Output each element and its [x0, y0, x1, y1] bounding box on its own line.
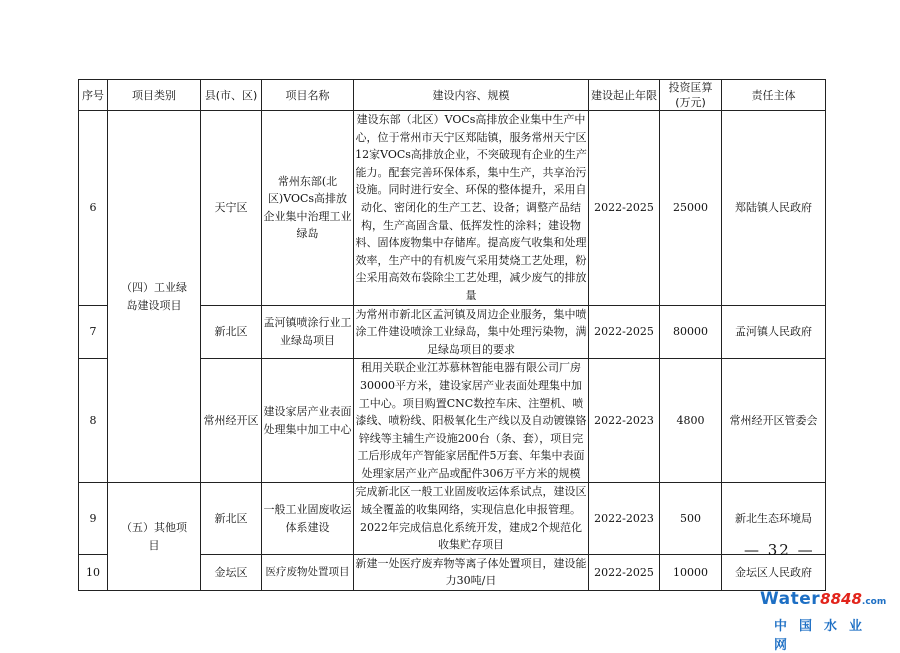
- header-project-name: 项目名称: [262, 80, 354, 111]
- header-no: 序号: [79, 80, 108, 111]
- cell-county: 新北区: [201, 483, 262, 554]
- logo-chinese-name: 中国水业网: [774, 619, 875, 653]
- cell-content: 完成新北区一般工业固废收运体系试点，建设区域全覆盖的收集网络，实现信息化申报管理。2022年完成信息化系统开发，建成2个规范化收集贮存项目: [354, 483, 589, 554]
- page-number: — 32 —: [744, 541, 815, 559]
- cell-content: 建设东部（北区）VOCs高排放企业集中生产中心，位于常州市天宁区郑陆镇，服务常州天宁区12家VOCs高排放企业，不突破现有企业的生产能力。配套完善环保体系，集中生产，共享治污设施。同时进行安全、环保的整体提升，采用自动化、密闭化的生产工艺、设备；调整产品结构，生产高固含量、低挥发性的涂料；建设物料、固体废物集中存储库。提高废气收集和处理效率，生产中的有机废气采用焚烧工艺处理，粉尘采用高效布袋除尘工艺处理，减少废气的排放量: [354, 111, 589, 306]
- cell-years: 2022-2023: [589, 359, 660, 483]
- cell-responsible: 郑陆镇人民政府: [722, 111, 826, 306]
- header-years: 建设起止年限: [589, 80, 660, 111]
- header-content: 建设内容、规模: [354, 80, 589, 111]
- cell-years: 2022-2025: [589, 554, 660, 590]
- cell-no: 8: [79, 359, 108, 483]
- cell-investment: 10000: [660, 554, 722, 590]
- cell-category: （四）工业绿岛建设项目: [108, 111, 201, 483]
- header-county: 县(市、区): [201, 80, 262, 111]
- header-category: 项目类别: [108, 80, 201, 111]
- project-table: [78, 79, 826, 591]
- cell-content: 新建一处医疗废弃物等离子体处置项目，建设能力30吨/日: [354, 554, 589, 590]
- table-header-row: [79, 80, 826, 111]
- cell-responsible: 新北生态环境局: [722, 483, 826, 554]
- cell-no: 7: [79, 305, 108, 359]
- logo-word: Water: [760, 589, 821, 609]
- cell-years: 2022-2023: [589, 483, 660, 554]
- header-investment: 投资匡算 (万元): [660, 80, 722, 111]
- cell-content: 为常州市新北区孟河镇及周边企业服务，集中喷涂工件建设喷涂工业绿岛，集中处理污染物，满足绿岛项目的要求: [354, 305, 589, 359]
- cell-county: 新北区: [201, 305, 262, 359]
- header-responsible: 责任主体: [722, 80, 826, 111]
- cell-project-name: 一般工业固废收运体系建设: [262, 483, 354, 554]
- cell-responsible: 金坛区人民政府: [722, 554, 826, 590]
- cell-investment: 500: [660, 483, 722, 554]
- table-row: [79, 483, 826, 554]
- cell-investment: 80000: [660, 305, 722, 359]
- cell-project-name: 常州东部(北区)VOCs高排放企业集中治理工业绿岛: [262, 111, 354, 306]
- logo-number: 8848: [820, 590, 862, 608]
- cell-no: 6: [79, 111, 108, 306]
- cell-investment: 4800: [660, 359, 722, 483]
- cell-investment: 25000: [660, 111, 722, 306]
- cell-category: （五）其他项目: [108, 483, 201, 591]
- cell-project-name: 孟河镇喷涂行业工业绿岛项目: [262, 305, 354, 359]
- cell-years: 2022-2025: [589, 111, 660, 306]
- cell-project-name: 医疗废物处置项目: [262, 554, 354, 590]
- cell-county: 天宁区: [201, 111, 262, 306]
- cell-responsible: 常州经开区管委会: [722, 359, 826, 483]
- cell-responsible: 孟河镇人民政府: [722, 305, 826, 359]
- cell-no: 9: [79, 483, 108, 554]
- cell-content: 租用关联企业江苏慕林智能电器有限公司厂房30000平方米，建设家居产业表面处理集中加工中心。项目购置CNC数控车床、注塑机、喷漆线、喷粉线、阳极氧化生产线以及自动镀镍铬锌线等主辅生产设施200台（条、套），项目完工后形成年产智能家居配件5万套、年集中表面处理家居产业产品或配件306万平方米的规模: [354, 359, 589, 483]
- table-row: [79, 111, 826, 306]
- logo-wordmark: [760, 590, 895, 611]
- cell-county: 常州经开区: [201, 359, 262, 483]
- logo-suffix: .com: [861, 597, 887, 607]
- cell-county: 金坛区: [201, 554, 262, 590]
- cell-project-name: 建设家居产业表面处理集中加工中心: [262, 359, 354, 483]
- water8848-logo[interactable]: [760, 589, 895, 653]
- cell-years: 2022-2025: [589, 305, 660, 359]
- cell-no: 10: [79, 554, 108, 590]
